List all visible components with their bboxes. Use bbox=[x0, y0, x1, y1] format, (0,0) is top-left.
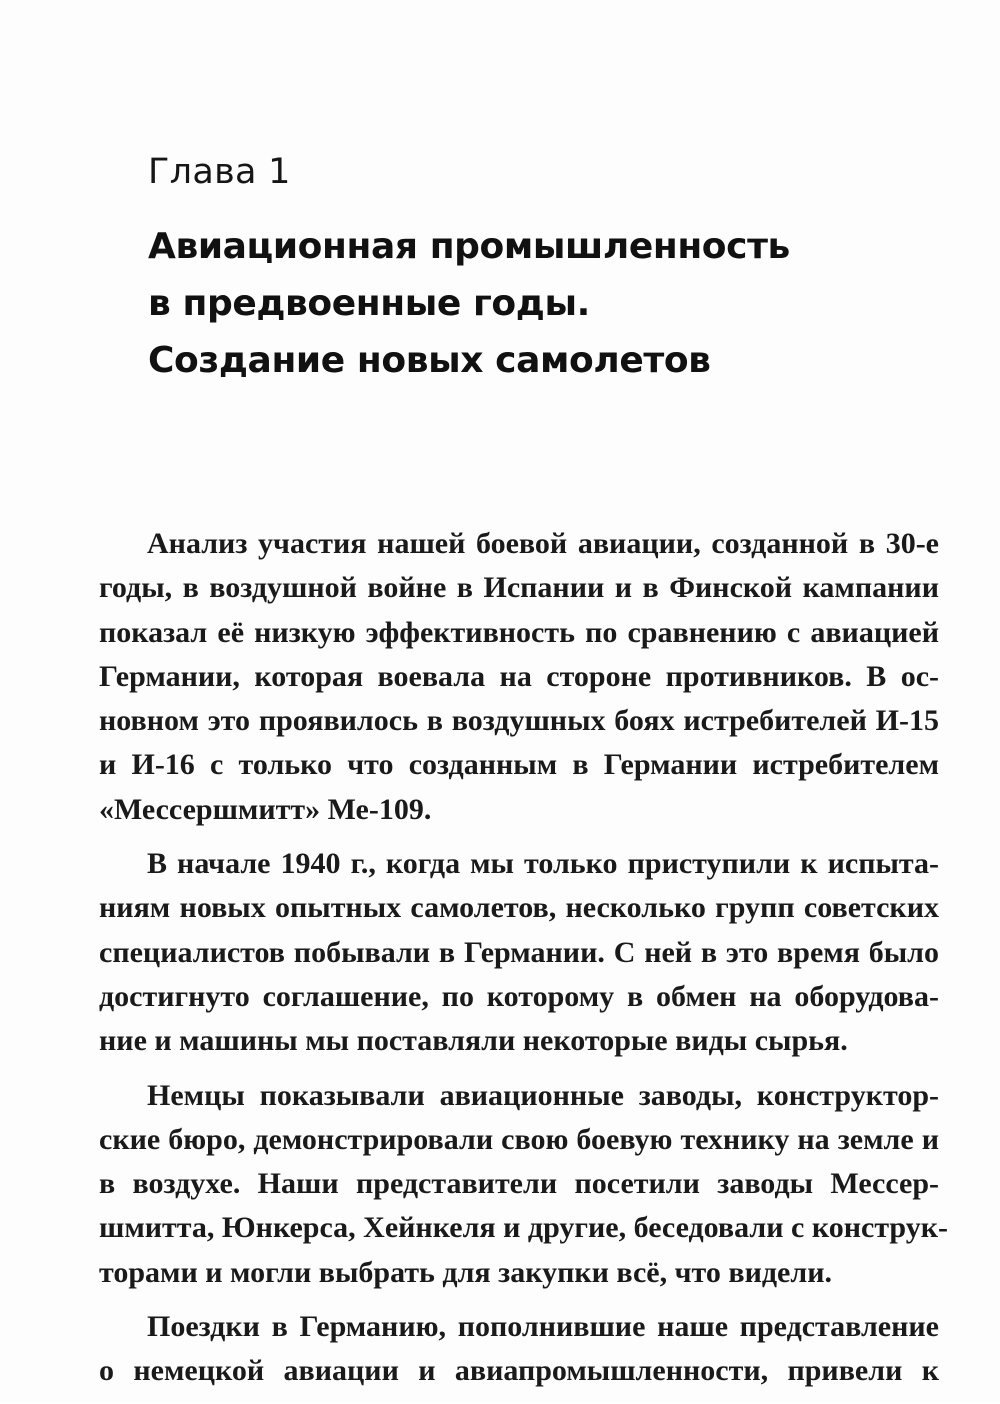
chapter-body bbox=[99, 522, 948, 1404]
text-line: Немцы показывали авиационные заводы, конструктор- bbox=[147, 1078, 939, 1112]
text-line: о немецкой авиации и авиапромышленности, привели к bbox=[99, 1354, 939, 1388]
text-line: специалистов побывали в Германии. С ней в это время было bbox=[99, 935, 939, 969]
text-line: Поездки в Германию, пополнившие наше представление bbox=[147, 1310, 939, 1344]
text-line: Германии, которая воевала на стороне противников. В ос- bbox=[99, 659, 939, 693]
paragraph bbox=[99, 522, 939, 832]
text-line: достигнуто соглашение, по которому в обмен на оборудова- bbox=[99, 979, 939, 1013]
paragraph bbox=[99, 842, 939, 1063]
text-line: годы, в воздушной войне в Испании и в Финской кампании bbox=[99, 571, 939, 605]
text-line: ние и машины мы поставляли некоторые виды сырья. bbox=[99, 1024, 848, 1058]
text-line: ниям новых опытных самолетов, несколько групп советских bbox=[99, 891, 939, 925]
text-line: Анализ участия нашей боевой авиации, созданной в 30-е bbox=[147, 527, 939, 560]
chapter-label: Глава 1 bbox=[148, 152, 291, 192]
text-line: новном это проявилось в воздушных боях истребителей И-15 bbox=[99, 704, 939, 738]
text-line: торами и могли выбрать для закупки всё, что видели. bbox=[99, 1255, 832, 1289]
text-line: показал её низкую эффективность по сравнению с авиацией bbox=[99, 615, 939, 649]
text-line: в воздухе. Наши представители посетили заводы Мессер- bbox=[99, 1167, 939, 1201]
paragraph bbox=[99, 1074, 948, 1295]
chapter-title bbox=[148, 218, 848, 389]
chapter-title-line: Авиационная промышленность bbox=[148, 226, 790, 267]
text-line: и И-16 с только что созданным в Германии истребителем bbox=[99, 748, 939, 782]
text-line: В начале 1940 г., когда мы только приступили к испыта- bbox=[147, 847, 939, 881]
text-line: «Мессершмитт» Ме-109. bbox=[99, 792, 432, 826]
paragraph bbox=[99, 1305, 939, 1394]
chapter-title-line: в предвоенные годы. bbox=[148, 283, 590, 324]
text-line: ские бюро, демонстрировали свою боевую технику на земле и bbox=[99, 1122, 939, 1156]
text-line: шмитта, Юнкерса, Хейнкеля и другие, беседовали с конструк- bbox=[99, 1211, 948, 1245]
chapter-title-line: Создание новых самолетов bbox=[148, 340, 711, 381]
